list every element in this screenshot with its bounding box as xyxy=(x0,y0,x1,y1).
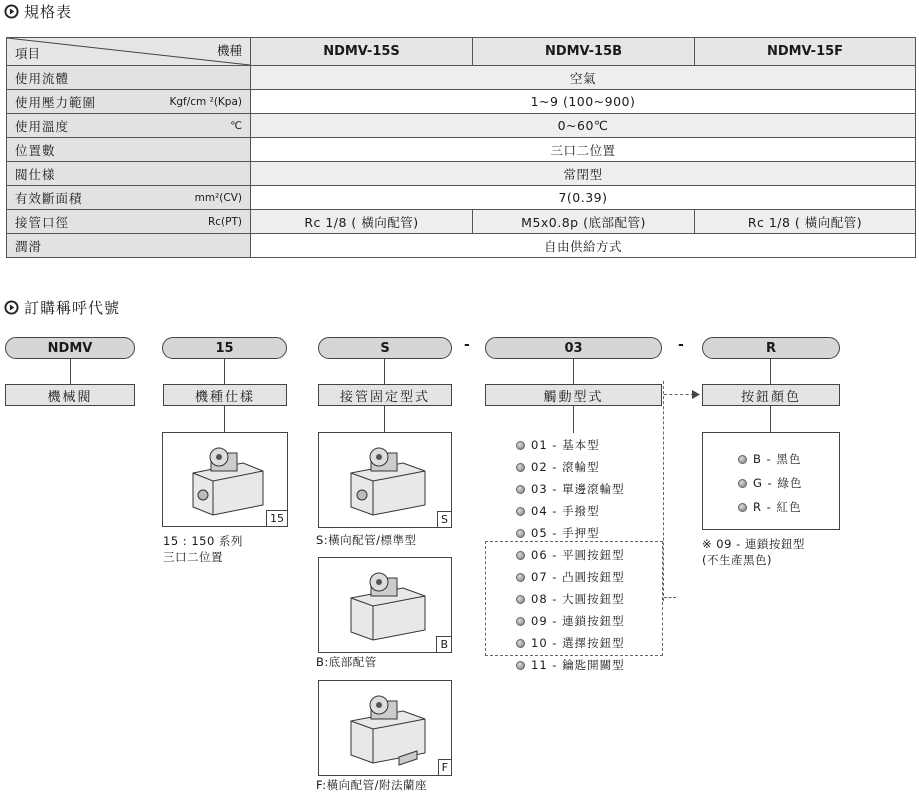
row-value: 自由供給方式 xyxy=(251,234,916,258)
row-value: 7(0.39) xyxy=(251,186,916,210)
piping-caption: S:橫向配管/標準型 xyxy=(316,533,417,547)
connector-line xyxy=(770,359,771,384)
valve-icon xyxy=(319,681,452,776)
spec-header-corner xyxy=(7,38,251,66)
actuator-option xyxy=(516,657,625,673)
piping-tag: B xyxy=(436,636,452,653)
bullet-icon xyxy=(516,573,525,582)
actuator-option xyxy=(516,613,625,629)
piping-caption: B:底部配管 xyxy=(316,655,377,669)
bullet-icon xyxy=(738,503,747,512)
row-label-cell xyxy=(7,234,251,258)
spec-title-text: 規格表 xyxy=(24,3,73,21)
bullet-icon xyxy=(516,507,525,516)
color-option-label: B - 黑色 xyxy=(753,452,802,466)
connector-line xyxy=(224,406,225,433)
connector-line xyxy=(70,359,71,384)
spec-row xyxy=(7,114,916,138)
actuator-option-label: 01 - 基本型 xyxy=(531,438,600,452)
actuator-option xyxy=(516,525,600,541)
spec-row xyxy=(7,90,916,114)
row-unit: Kgf/cm ²(Kpa) xyxy=(169,95,242,108)
series-tag: 15 xyxy=(266,510,288,527)
actuator-option xyxy=(516,503,600,519)
actuator-option xyxy=(516,635,625,651)
actuator-option-label: 05 - 手押型 xyxy=(531,526,600,540)
piping-image-f xyxy=(318,680,452,776)
series-caption-2: 三口二位置 xyxy=(163,550,223,564)
bullet-icon xyxy=(516,485,525,494)
connector-line xyxy=(384,359,385,384)
color-options-box xyxy=(702,432,840,530)
bullet-icon xyxy=(738,479,747,488)
spec-row xyxy=(7,138,916,162)
code-separator: - xyxy=(678,337,684,353)
color-option xyxy=(738,451,801,467)
row-value: 常閉型 xyxy=(251,162,916,186)
row-value: 0~60℃ xyxy=(251,114,916,138)
row-value: M5x0.8p (底部配管) xyxy=(473,210,695,234)
actuator-option-label: 09 - 連鎖按鈕型 xyxy=(531,614,625,628)
valve-icon xyxy=(319,558,452,653)
valve-icon xyxy=(319,433,452,528)
label-piping-type: 接管固定型式 xyxy=(318,384,452,406)
actuator-option xyxy=(516,569,625,585)
row-label: 使用壓力範圍 xyxy=(15,94,97,110)
bullet-icon xyxy=(516,661,525,670)
code-separator: - xyxy=(464,337,470,353)
row-unit: mm²(CV) xyxy=(194,191,242,204)
connector-line xyxy=(770,406,771,433)
color-note-2: (不生產黑色) xyxy=(702,553,772,567)
row-unit: ℃ xyxy=(230,119,242,132)
series-caption-1: 15 : 150 系列 xyxy=(163,534,243,548)
row-label-cell xyxy=(7,162,251,186)
bullet-icon xyxy=(516,551,525,560)
code-pill-series: 15 xyxy=(162,337,287,359)
row-label-cell xyxy=(7,210,251,234)
code-pill-actuator: 03 xyxy=(485,337,662,359)
color-option-label: G - 綠色 xyxy=(753,476,803,490)
row-label-cell xyxy=(7,66,251,90)
actuator-option-label: 02 - 滾輪型 xyxy=(531,460,600,474)
spec-row xyxy=(7,234,916,258)
header-model: NDMV-15F xyxy=(695,38,916,66)
piping-caption: F:橫向配管/附法蘭座 xyxy=(316,778,427,792)
header-item-label: 項目 xyxy=(15,46,41,61)
bullet-icon xyxy=(516,441,525,450)
bullet-icon xyxy=(516,617,525,626)
row-label: 使用流體 xyxy=(15,70,70,86)
arrow-right-icon xyxy=(692,390,700,399)
dashed-connector xyxy=(664,394,694,395)
color-option-label: R - 紅色 xyxy=(753,500,802,514)
actuator-option-label: 10 - 選擇按鈕型 xyxy=(531,636,625,650)
bullet-icon xyxy=(516,595,525,604)
spec-row xyxy=(7,162,916,186)
series-valve-image xyxy=(162,432,288,527)
row-label: 位置數 xyxy=(15,142,56,158)
connector-line xyxy=(573,406,574,433)
connector-line xyxy=(384,406,385,433)
diagonal-line xyxy=(7,38,250,65)
row-label: 使用溫度 xyxy=(15,118,70,134)
row-label-cell xyxy=(7,186,251,210)
row-label: 接管口徑 xyxy=(15,214,70,230)
piping-image-b xyxy=(318,557,452,653)
bullet-icon xyxy=(516,639,525,648)
actuator-option xyxy=(516,547,625,563)
dashed-connector xyxy=(664,597,676,598)
bullet-icon xyxy=(738,455,747,464)
actuator-option xyxy=(516,481,625,497)
label-button-color: 按鈕顏色 xyxy=(702,384,840,406)
order-title-text: 訂購稱呼代號 xyxy=(24,299,121,317)
color-option xyxy=(738,475,802,491)
row-label-cell xyxy=(7,114,251,138)
code-pill-piping: S xyxy=(318,337,452,359)
row-unit: Rc(PT) xyxy=(207,215,242,228)
dashed-connector xyxy=(663,381,664,601)
spec-row xyxy=(7,186,916,210)
row-label: 閥仕樣 xyxy=(15,166,56,182)
row-label-cell xyxy=(7,90,251,114)
actuator-option xyxy=(516,437,600,453)
row-value: 空氣 xyxy=(251,66,916,90)
code-pill-color: R xyxy=(702,337,840,359)
code-pill-ndmv: NDMV xyxy=(5,337,135,359)
piping-tag: S xyxy=(437,511,452,528)
row-label: 潤滑 xyxy=(15,238,43,254)
play-circle-icon xyxy=(4,4,19,19)
connector-line xyxy=(573,359,574,384)
spec-row xyxy=(7,210,916,234)
actuator-option-label: 07 - 凸圓按鈕型 xyxy=(531,570,625,584)
piping-image-s xyxy=(318,432,452,528)
row-value: Rc 1/8 ( 橫向配管) xyxy=(251,210,473,234)
piping-tag: F xyxy=(438,759,452,776)
bullet-icon xyxy=(516,529,525,538)
row-value: 1~9 (100~900) xyxy=(251,90,916,114)
header-model: NDMV-15S xyxy=(251,38,473,66)
actuator-option-label: 11 - 鑰匙開關型 xyxy=(531,658,625,672)
spec-section-title xyxy=(4,1,72,22)
bullet-icon xyxy=(516,463,525,472)
label-actuator-type: 觸動型式 xyxy=(485,384,662,406)
color-note-1: ※ 09 - 連鎖按鈕型 xyxy=(702,537,805,551)
order-section-title xyxy=(4,297,120,318)
color-option xyxy=(738,499,801,515)
actuator-option-label: 04 - 手撥型 xyxy=(531,504,600,518)
header-model-label: 機種 xyxy=(216,43,242,58)
label-model-spec: 機種仕樣 xyxy=(163,384,287,406)
row-value: Rc 1/8 ( 橫向配管) xyxy=(695,210,916,234)
label-machine-valve: 機械閥 xyxy=(5,384,135,406)
spec-header-row xyxy=(7,38,916,66)
header-model: NDMV-15B xyxy=(473,38,695,66)
spec-table xyxy=(6,37,916,258)
actuator-option-label: 08 - 大圓按鈕型 xyxy=(531,592,625,606)
actuator-option xyxy=(516,591,625,607)
actuator-option-label: 06 - 平圓按鈕型 xyxy=(531,548,625,562)
play-circle-icon xyxy=(4,300,19,315)
spec-row xyxy=(7,66,916,90)
actuator-option xyxy=(516,459,600,475)
row-label: 有效斷面積 xyxy=(15,190,83,206)
connector-line xyxy=(224,359,225,384)
actuator-option-label: 03 - 單邊滾輪型 xyxy=(531,482,625,496)
row-label-cell xyxy=(7,138,251,162)
row-value: 三口二位置 xyxy=(251,138,916,162)
